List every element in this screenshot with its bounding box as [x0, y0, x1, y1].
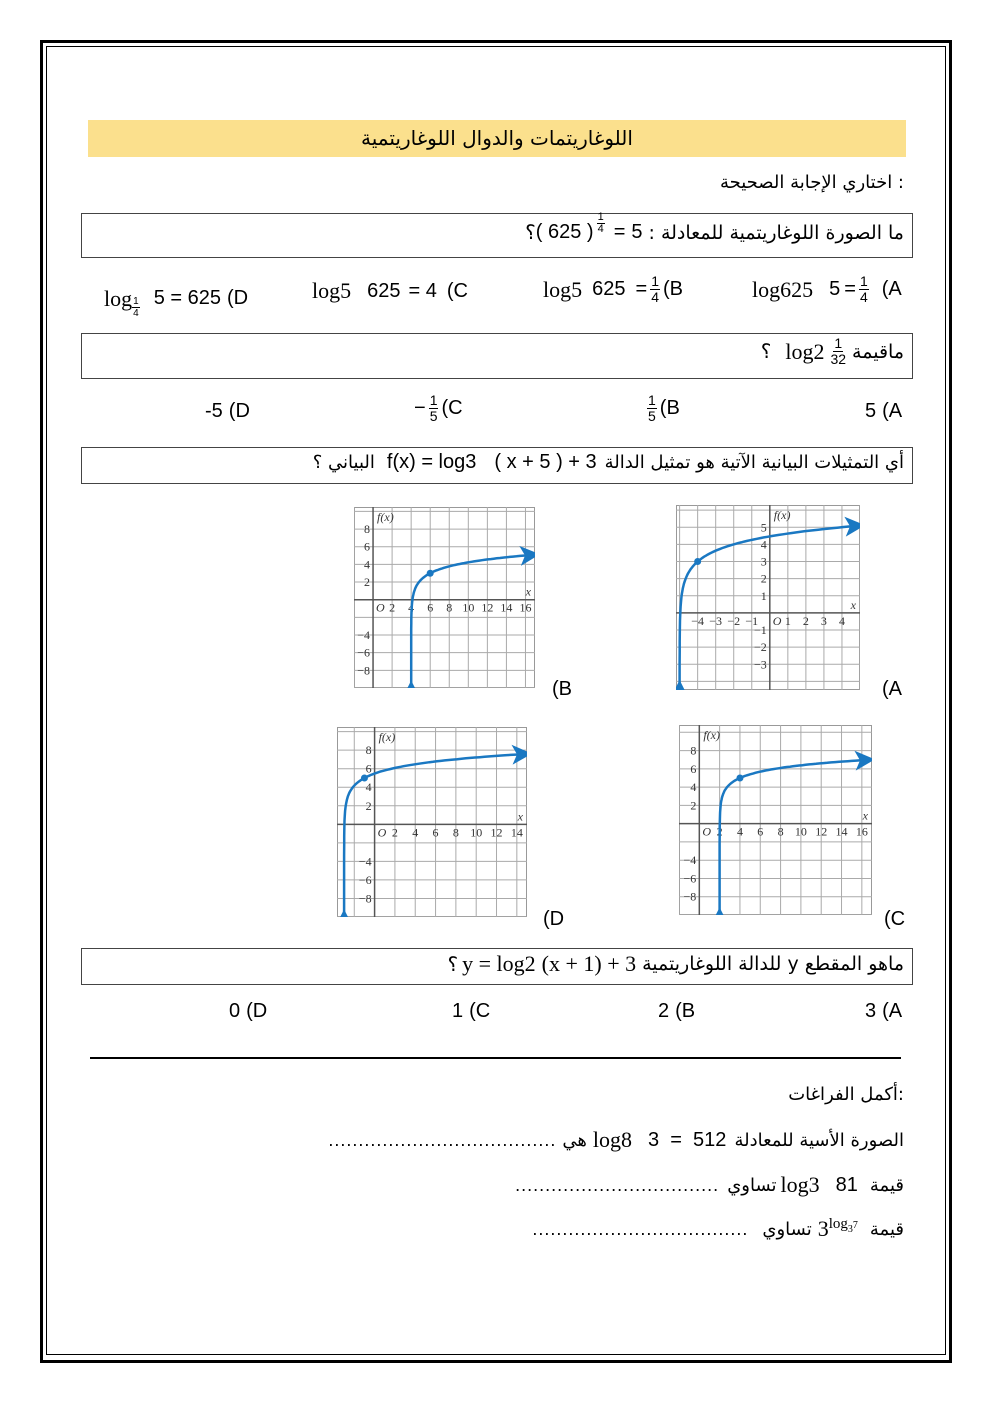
x-tick-label: 10 [794, 824, 807, 839]
x-tick-label: 6 [757, 824, 764, 839]
y-tick-label: −3 [754, 657, 767, 672]
fill-item-1: ...................................... هي log 8 3 = 512 الصورة الأسية للمعادلة [328, 1127, 904, 1152]
x-tick-label: 14 [500, 600, 513, 615]
y-tick-label: 4 [760, 537, 767, 552]
y-axis-label: f(x) [773, 508, 791, 522]
y-tick-label: 8 [690, 743, 697, 758]
y-tick-label: 4 [690, 780, 697, 795]
q1-option-c[interactable]: log 5 625 = 4 (C [312, 278, 468, 303]
y-tick-label: −6 [357, 645, 371, 660]
curve-point [736, 774, 743, 781]
x-tick-label: −1 [745, 613, 759, 628]
y-tick-label: 6 [364, 539, 371, 554]
question-1 [525, 211, 904, 245]
equals: = [613, 221, 626, 243]
x-tick-label: 14 [835, 824, 848, 839]
x-axis-label: x [517, 809, 523, 824]
x-tick-label: −3 [709, 613, 723, 628]
q2-option-b[interactable]: $\frac{1}{5}$ (B [648, 392, 680, 424]
y-tick-label: −1 [754, 623, 767, 638]
y-tick-label: 1 [760, 588, 767, 603]
y-tick-label: 2 [690, 798, 697, 813]
q1-option-a[interactable]: log 625 5 = $\frac{1}{4}$ (A [752, 273, 902, 305]
question-4: ؟ y = log 2 (x + 1) + 3 ماهو المقطع y للدالة اللوغاريتمية [447, 951, 904, 976]
x-tick-label: 16 [519, 600, 532, 615]
question-3: البياني ؟ f(x) = log 3 ( x + 5 ) + 3 أي التمثيلات البيانية الآتية هو تمثيل الدالة [312, 451, 904, 473]
q4-option-b[interactable]: 2 (B [658, 1000, 696, 1022]
y-tick-label: 4 [364, 557, 371, 572]
power-base: ( 625 ) [535, 221, 594, 243]
y-tick-label: 2 [760, 571, 767, 586]
graph-frame [677, 506, 860, 690]
x-tick-label: 4 [838, 613, 845, 628]
graph-d-label: (D [543, 908, 565, 930]
q1-option-b[interactable]: log 5 625 = $\frac{1}{4}$ (B [543, 273, 683, 305]
fill-item-2: .................................. تساوي log 3 81 قيمة [515, 1172, 904, 1197]
x-tick-label: 16 [855, 824, 868, 839]
graph-option-a[interactable] [676, 505, 860, 690]
y-tick-label: −4 [357, 628, 371, 643]
lhs-value: 5 [631, 221, 643, 243]
y-tick-label: −4 [683, 853, 697, 868]
x-tick-label: 4 [736, 824, 743, 839]
x-tick-label: 10 [462, 600, 475, 615]
x-tick-label: 8 [777, 824, 784, 839]
y-tick-label: 8 [364, 522, 371, 537]
x-tick-label: 14 [510, 825, 523, 840]
y-axis-label: f(x) [377, 510, 394, 524]
q4-option-a[interactable]: 3 (A [865, 1000, 903, 1022]
y-tick-label: 3 [760, 554, 767, 569]
y-tick-label: 4 [365, 780, 372, 795]
x-tick-label: 6 [432, 825, 439, 840]
x-tick-label: 12 [481, 600, 494, 615]
instruction: اختاري الإجابة الصحيحة : [719, 172, 904, 193]
x-tick-label: 1 [784, 613, 791, 628]
question-1-prompt: ما الصورة اللوغاريتمية للمعادلة : [648, 221, 904, 244]
fill-item-3: .................................... تساوي 3 $\log_37$ قيمة [532, 1216, 904, 1241]
x-tick-label: 8 [446, 600, 453, 615]
x-tick-label: 2 [391, 825, 398, 840]
y-tick-label: 6 [690, 761, 697, 776]
x-tick-label: 8 [452, 825, 459, 840]
y-tick-label: −4 [358, 854, 372, 869]
graph-c-label: (C [884, 908, 906, 930]
question-mark: ؟ [525, 222, 536, 244]
x-tick-label: 4 [408, 600, 415, 615]
graph-option-b[interactable] [354, 507, 535, 688]
question-2: ؟ log 2 $\frac{1}{32}$ ماقيمة [760, 335, 904, 367]
question-3-prompt: أي التمثيلات البيانية الآتية هو تمثيل الدالة [604, 452, 904, 473]
page-title: اللوغاريتمات والدوال اللوغاريتمية [88, 120, 906, 157]
curve-point [361, 774, 368, 781]
section-divider [90, 1057, 901, 1059]
graph-b-label: (B [552, 678, 572, 700]
question-4-prompt: ماهو المقطع y للدالة اللوغاريتمية [642, 953, 904, 975]
q2-option-c[interactable]: − $\frac{1}{5}$ (C [414, 392, 463, 424]
y-tick-label: 8 [365, 743, 372, 758]
x-tick-label: 6 [427, 600, 434, 615]
graph-option-d[interactable] [337, 727, 527, 917]
fill-heading: أكمل الفراغات: [788, 1084, 904, 1105]
origin-label: O [376, 600, 385, 615]
x-tick-label: 2 [389, 600, 396, 615]
graph-option-c[interactable] [679, 725, 872, 915]
exponent-fraction: $\frac{1}{4}$ [597, 211, 604, 235]
x-tick-label: 12 [815, 824, 828, 839]
y-tick-label: −6 [683, 871, 697, 886]
graph-frame [355, 508, 535, 688]
x-tick-label: 12 [490, 825, 503, 840]
x-tick-label: −4 [691, 613, 705, 628]
q4-option-d[interactable]: 0 (D [229, 1000, 268, 1022]
y-tick-label: 2 [364, 575, 371, 590]
answer-blank[interactable]: .................................. [515, 1174, 720, 1195]
y-tick-label: −2 [754, 640, 767, 655]
origin-label: O [377, 825, 387, 840]
y-axis-label: f(x) [703, 728, 720, 742]
answer-blank[interactable]: .................................... [532, 1218, 749, 1239]
y-tick-label: −8 [357, 663, 371, 678]
y-tick-label: −8 [358, 891, 372, 906]
y-tick-label: 5 [760, 520, 767, 535]
q4-option-c[interactable]: 1 (C [452, 1000, 491, 1022]
x-tick-label: 10 [470, 825, 483, 840]
y-axis-label: f(x) [378, 730, 396, 744]
graph-frame [680, 726, 872, 915]
q2-option-a[interactable]: 5 (A [865, 400, 903, 422]
y-tick-label: 2 [365, 798, 372, 813]
y-tick-label: −6 [358, 872, 372, 887]
origin-label: O [702, 824, 711, 839]
x-tick-label: 3 [820, 613, 827, 628]
q1-option-d[interactable]: log $\frac{1}{4}$ 5 = 625 (D [104, 285, 249, 319]
x-tick-label: 4 [412, 825, 419, 840]
x-tick-label: −2 [727, 613, 741, 628]
y-tick-label: −8 [683, 889, 697, 904]
curve-point [427, 570, 434, 577]
answer-blank[interactable]: ...................................... [328, 1129, 557, 1150]
y-tick-label: 6 [365, 761, 372, 776]
x-axis-label: x [525, 584, 531, 599]
x-tick-label: 2 [716, 824, 723, 839]
question-2-prompt: ماقيمة [852, 340, 904, 363]
curve-point [694, 558, 701, 565]
x-axis-label: x [862, 808, 868, 823]
origin-label: O [772, 613, 782, 628]
x-tick-label: 2 [802, 613, 809, 628]
x-axis-label: x [850, 597, 856, 612]
q2-option-d[interactable]: -5 (D [205, 400, 250, 422]
graph-a-label: (A [882, 678, 902, 700]
